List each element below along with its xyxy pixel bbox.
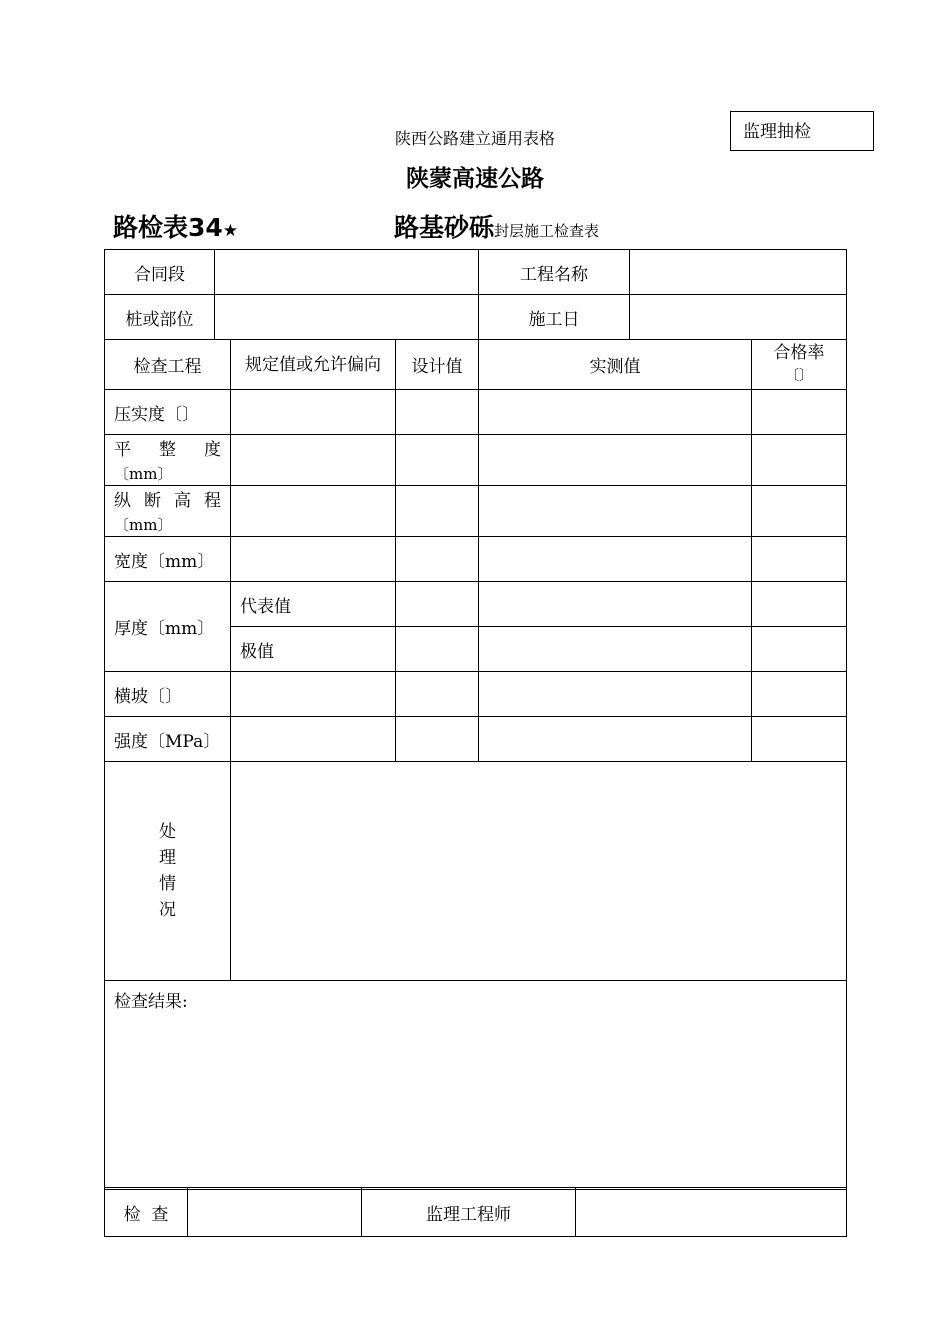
thickness-rep-rate[interactable] bbox=[752, 582, 847, 627]
compaction-measured[interactable] bbox=[479, 390, 752, 435]
cross-slope-design[interactable] bbox=[396, 672, 479, 717]
station-field[interactable] bbox=[215, 295, 479, 340]
cross-slope-rate[interactable] bbox=[752, 672, 847, 717]
station-label: 桩或部位 bbox=[105, 295, 215, 340]
elevation-design[interactable] bbox=[396, 486, 479, 537]
supervision-spot-check-stamp: 监理抽检 bbox=[730, 111, 874, 151]
col-item: 检查工程 bbox=[105, 340, 231, 390]
width-spec[interactable] bbox=[231, 537, 396, 582]
engineer-label: 监理工程师 bbox=[362, 1188, 576, 1237]
flatness-rate[interactable] bbox=[752, 435, 847, 486]
result-field[interactable] bbox=[105, 981, 847, 1190]
inspection-table bbox=[104, 249, 847, 1190]
compaction-spec[interactable] bbox=[231, 390, 396, 435]
row-cross-slope: 横坡〔〕 bbox=[105, 672, 231, 717]
row-strength: 强度〔MPa〕 bbox=[105, 717, 231, 762]
contract-label: 合同段 bbox=[105, 250, 215, 295]
flatness-spec[interactable] bbox=[231, 435, 396, 486]
row-compaction: 压实度〔〕 bbox=[105, 390, 231, 435]
handling-field[interactable] bbox=[231, 762, 847, 981]
col-design: 设计值 bbox=[396, 340, 479, 390]
thickness-representative-label: 代表值 bbox=[231, 582, 396, 627]
elevation-rate[interactable] bbox=[752, 486, 847, 537]
row-flatness: 平 整 度 〔mm〕 bbox=[105, 435, 231, 486]
form-title: 路基砂砾封层施工检查表 bbox=[394, 213, 600, 242]
row-elevation: 纵 断 高 程 〔mm〕 bbox=[105, 486, 231, 537]
strength-rate[interactable] bbox=[752, 717, 847, 762]
elevation-spec[interactable] bbox=[231, 486, 396, 537]
col-pass-rate: 合格率 〔〕 bbox=[752, 340, 847, 390]
row-thickness: 厚度〔mm〕 bbox=[105, 582, 231, 672]
project-name-label: 工程名称 bbox=[479, 250, 630, 295]
thickness-rep-design[interactable] bbox=[396, 582, 479, 627]
width-measured[interactable] bbox=[479, 537, 752, 582]
contract-field[interactable] bbox=[215, 250, 479, 295]
result-label: 检查结果: bbox=[114, 992, 188, 1012]
project-name-field[interactable] bbox=[630, 250, 847, 295]
row-width: 宽度〔mm〕 bbox=[105, 537, 231, 582]
star-mark: ★ bbox=[222, 221, 239, 241]
strength-measured[interactable] bbox=[479, 717, 752, 762]
engineer-signature[interactable] bbox=[576, 1188, 847, 1237]
inspector-signature[interactable] bbox=[188, 1188, 362, 1237]
flatness-measured[interactable] bbox=[479, 435, 752, 486]
thickness-ext-measured[interactable] bbox=[479, 627, 752, 672]
highway-title: 陕蒙高速公路 bbox=[406, 166, 544, 192]
construction-date-label: 施工日 bbox=[479, 295, 630, 340]
flatness-design[interactable] bbox=[396, 435, 479, 486]
cross-slope-measured[interactable] bbox=[479, 672, 752, 717]
compaction-rate[interactable] bbox=[752, 390, 847, 435]
strength-design[interactable] bbox=[396, 717, 479, 762]
cross-slope-spec[interactable] bbox=[231, 672, 396, 717]
col-spec: 规定值或允许偏向 bbox=[231, 340, 396, 390]
thickness-extreme-label: 极值 bbox=[231, 627, 396, 672]
handling-label: 处 理 情 况 bbox=[105, 762, 231, 981]
elevation-measured[interactable] bbox=[479, 486, 752, 537]
thickness-ext-design[interactable] bbox=[396, 627, 479, 672]
inspect-label: 检 查 bbox=[105, 1188, 188, 1237]
width-rate[interactable] bbox=[752, 537, 847, 582]
thickness-ext-rate[interactable] bbox=[752, 627, 847, 672]
width-design[interactable] bbox=[396, 537, 479, 582]
strength-spec[interactable] bbox=[231, 717, 396, 762]
compaction-design[interactable] bbox=[396, 390, 479, 435]
col-measured: 实测值 bbox=[479, 340, 752, 390]
form-code: 路检表34★ bbox=[113, 213, 239, 242]
form-subtitle: 陕西公路建立通用表格 bbox=[394, 129, 555, 148]
thickness-rep-measured[interactable] bbox=[479, 582, 752, 627]
construction-date-field[interactable] bbox=[630, 295, 847, 340]
signature-table bbox=[104, 1187, 847, 1237]
